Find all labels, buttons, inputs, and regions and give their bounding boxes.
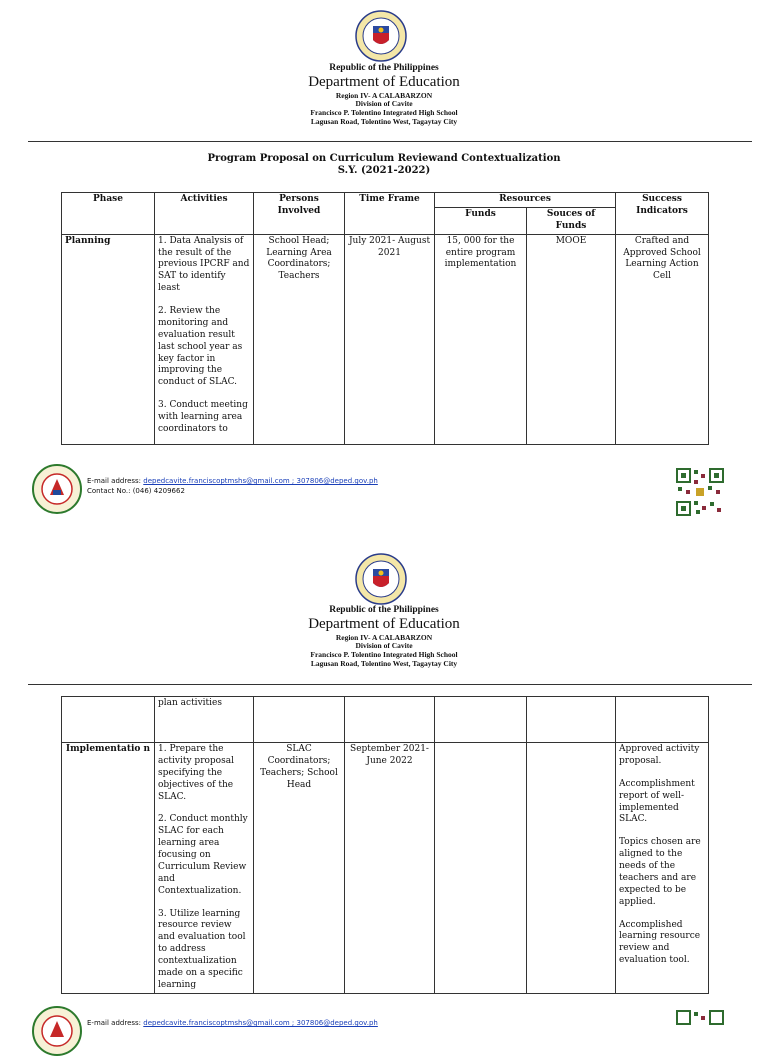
implementation-success-4: Accomplished learning resource review and evaluation tool. xyxy=(619,919,701,966)
school-text: Francisco P. Tolentino Integrated High School xyxy=(310,649,458,659)
planning-activity-2: 2. Review the monitoring and evaluation result last school year as key factor in improving the conduct of SLAC. xyxy=(158,306,243,388)
email-label: E-mail address: xyxy=(87,477,142,485)
header-sources: Souces of Funds xyxy=(527,207,616,234)
header-persons: Persons Involved xyxy=(254,193,345,235)
school-logo-icon xyxy=(32,1006,82,1056)
letterhead xyxy=(0,606,768,668)
footer-page-2 xyxy=(0,1004,768,1064)
planning-activities xyxy=(155,234,254,444)
planning-persons: School Head; Learning Area Coordinators; Teachers xyxy=(254,234,345,444)
contact-label: Contact No.: xyxy=(87,487,131,496)
implementation-success-3: Topics chosen are aligned to the needs of the teachers and are expected to be applied. xyxy=(619,837,701,907)
qr-code-icon xyxy=(676,468,724,516)
header-resources: Resources xyxy=(435,193,616,208)
footer-contact-line xyxy=(87,486,378,496)
region-text: Region IV- A CALABARZON xyxy=(335,632,433,642)
school-logo-icon xyxy=(32,464,82,514)
footer-email-line xyxy=(87,1018,378,1028)
implementation-success xyxy=(616,743,709,994)
phase-planning: Planning xyxy=(62,234,155,444)
email-link[interactable]: depedcavite.franciscoptmshs@gmail.com ; 307806@deped.gov.ph xyxy=(143,1019,378,1027)
division-text: Division of Cavite xyxy=(355,641,413,651)
school-year: S.Y. (2021-2022) xyxy=(337,165,431,176)
school-text: Francisco P. Tolentino Integrated High School xyxy=(310,107,458,117)
planning-time-frame: July 2021- August 2021 xyxy=(345,234,435,444)
republic-text: Republic of the Philippines xyxy=(329,63,439,73)
implementation-sources xyxy=(527,743,616,994)
email-label: E-mail address: xyxy=(87,1019,142,1027)
table-row-implementation xyxy=(62,743,709,994)
planning-activity-cont: plan activities xyxy=(155,697,254,743)
phase-implementation: Implementatio n xyxy=(62,743,155,994)
proposal-table-page-1 xyxy=(61,192,709,445)
header-success: Success Indicators xyxy=(616,193,709,235)
planning-sources: MOOE xyxy=(527,234,616,444)
table-row-planning xyxy=(62,234,709,444)
header-divider xyxy=(28,141,752,142)
deped-seal-icon xyxy=(355,553,407,605)
planning-funds: 15, 000 for the entire program implementation xyxy=(435,234,527,444)
address-text: Lagusan Road, Tolentino West, Tagaytay City xyxy=(310,658,458,668)
header-divider xyxy=(28,684,752,685)
implementation-activity-2: 2. Conduct monthly SLAC for each learning area focusing on Curriculum Review and Contextualization. xyxy=(158,814,248,896)
address-text: Lagusan Road, Tolentino West, Tagaytay City xyxy=(310,116,458,126)
letterhead xyxy=(0,64,768,126)
implementation-persons: SLAC Coordinators; Teachers; School Head xyxy=(254,743,345,994)
planning-activity-1: 1. Data Analysis of the result of the previous IPCRF and SAT to identify least xyxy=(158,235,250,294)
implementation-activity-3: 3. Utilize learning resource review and evaluation tool to address contextualization made on a specific learning xyxy=(158,908,246,990)
region-text: Region IV- A CALABARZON xyxy=(335,90,433,100)
email-link[interactable]: depedcavite.franciscoptmshs@gmail.com ; 307806@deped.gov.ph xyxy=(143,477,378,485)
footer-contact xyxy=(87,476,378,496)
planning-success: Crafted and Approved School Learning Action Cell xyxy=(616,234,709,444)
footer-email-line xyxy=(87,476,378,486)
implementation-activities xyxy=(155,743,254,994)
proposal-title: Program Proposal on Curriculum Reviewand Contextualization xyxy=(207,153,561,164)
department-title: Department of Education xyxy=(308,73,460,90)
implementation-time-frame: September 2021- June 2022 xyxy=(345,743,435,994)
footer-page-1 xyxy=(0,462,768,522)
planning-activity-3: 3. Conduct meeting with learning area coordinators to xyxy=(158,400,248,434)
deped-seal-icon xyxy=(355,10,407,62)
division-text: Division of Cavite xyxy=(355,99,413,109)
implementation-success-2: Accomplishment report of well-implemented SLAC. xyxy=(619,778,695,825)
contact-number: (046) 4209662 xyxy=(132,487,185,496)
header-phase: Phase xyxy=(62,193,155,235)
header-activities: Activities xyxy=(155,193,254,235)
proposal-title-block xyxy=(0,153,768,177)
implementation-success-1: Approved activity proposal. xyxy=(619,744,700,766)
department-title: Department of Education xyxy=(308,615,460,632)
header-funds: Funds xyxy=(435,207,527,234)
implementation-funds xyxy=(435,743,527,994)
proposal-table-page-2 xyxy=(61,696,709,994)
header-time-frame: Time Frame xyxy=(345,193,435,235)
footer-contact xyxy=(87,1018,378,1028)
qr-code-icon xyxy=(676,1010,724,1058)
implementation-activity-1: 1. Prepare the activity proposal specifying the objectives of the SLAC. xyxy=(158,744,234,802)
table-row-planning-cont xyxy=(62,697,709,743)
republic-text: Republic of the Philippines xyxy=(329,605,439,615)
